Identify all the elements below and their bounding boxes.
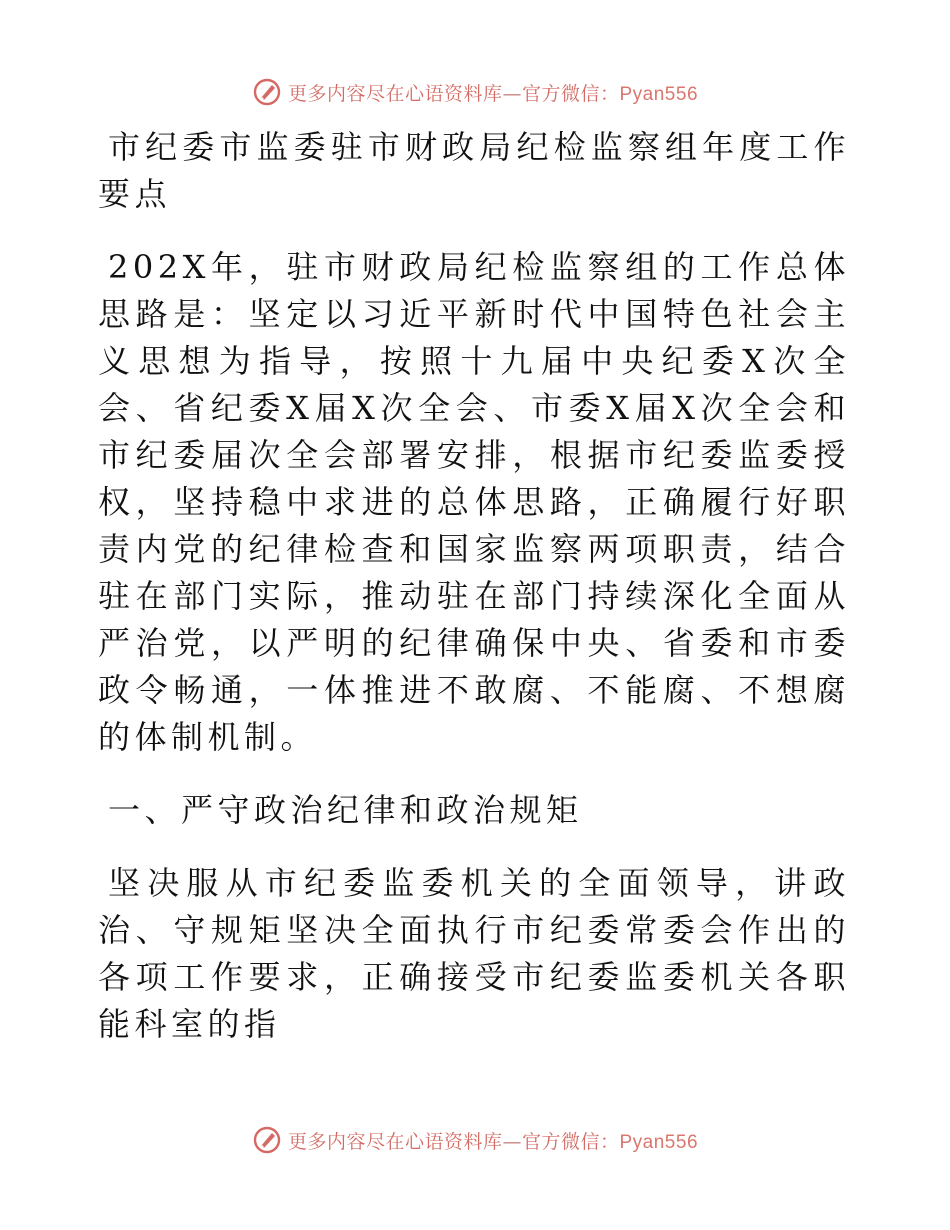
body-paragraph: 202X年，驻市财政局纪检监察组的工作总体思路是：坚定以习近平新时代中国特色社会主义思想为指导，按照十九届中央纪委X次全会、省纪委X届X次全会、市委X届X次全会和市纪委届次全会部署安排，根据市纪委监委授权，坚持稳中求进的总体思路，正确履行好职责内党的纪律检查和国家监察两项职责，结合驻在部门实际，推动驻在部门持续深化全面从严治党，以严明的纪律确保中央、省委和市委政令畅通，一体推进不敢腐、不能腐、不想腐的体制机制。 [98, 248, 850, 756]
pen-logo-icon [252, 77, 282, 107]
document-body [98, 124, 850, 1048]
watermark-text: 更多内容尽在心语资料库 [287, 1130, 503, 1153]
footer-watermark [0, 1120, 950, 1160]
watermark-wechat-label: 官方微信： [521, 82, 620, 105]
watermark-wechat-id: Pyan556 [619, 1131, 699, 1153]
section-paragraph: 坚决服从市纪委监委机关的全面领导，讲政治、守规矩坚决全面执行市纪委常委会作出的各项工作要求，正确接受市纪委监委机关各职能科室的指 [98, 864, 850, 1043]
section-heading: 一、严守政治纪律和政治规矩 [108, 791, 583, 829]
watermark-text: 更多内容尽在心语资料库 [287, 82, 503, 105]
watermark-separator: — [502, 1130, 522, 1153]
pen-logo-icon [252, 1125, 282, 1155]
watermark-separator: — [502, 82, 522, 105]
document-title: 市纪委市监委驻市财政局纪检监察组年度工作要点 [98, 128, 850, 213]
watermark-wechat-id: Pyan556 [619, 83, 699, 105]
header-watermark [0, 72, 950, 112]
watermark-wechat-label: 官方微信： [521, 1130, 620, 1153]
